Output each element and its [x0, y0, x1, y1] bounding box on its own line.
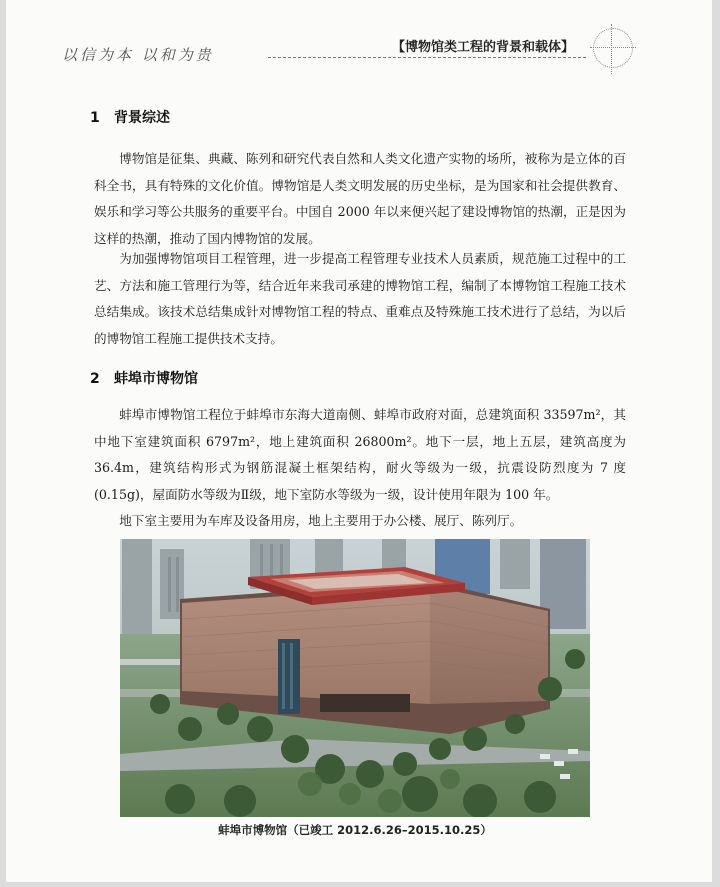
figure-caption: 蚌埠市博物馆（已竣工 2012.6.26–2015.10.25）	[218, 823, 492, 837]
section-title: 背景综述	[114, 110, 170, 126]
paragraph: 地下室主要用为车库及设备用房，地上主要用于办公楼、展厅、陈列厅。	[119, 513, 523, 528]
header-decoration-circle	[593, 28, 633, 68]
header-dashed-rule	[268, 57, 586, 58]
paragraph: 蚌埠市博物馆工程位于蚌埠市东海大道南侧、蚌埠市政府对面，总建筑面积 33597m²，其中地下室建筑面积 6797m²，地上建筑面积 26800m²。地下一层，地上五层，建筑高度为 36.4m，建筑结构形式为钢筋混凝土框架结构，耐火等级为一级，抗震设防烈度为 7 度(0.15g)，屋面防水等级为Ⅱ级，地下室防水等级为一级，设计使用年限为 100 年。	[94, 407, 626, 502]
section-number: 1	[90, 110, 100, 126]
header-section-title: 【博物馆类工程的背景和载体】	[392, 40, 575, 55]
section-heading-2	[90, 368, 198, 388]
document-page	[6, 0, 712, 882]
section-heading-1	[90, 107, 170, 127]
header-motto: 以信为本 以和为贵	[62, 46, 214, 64]
section-title: 蚌埠市博物馆	[114, 371, 198, 387]
section-number: 2	[90, 371, 100, 387]
header-decoration-line	[611, 24, 612, 74]
header-decoration-line	[590, 47, 636, 48]
paragraph: 为加强博物馆项目工程管理，进一步提高工程管理专业技术人员素质，规范施工过程中的工艺、方法和施工管理行为等，结合近年来我司承建的博物馆工程，编制了本博物馆工程施工技术总结集成。该技术总结集成针对博物馆工程的特点、重难点及特殊施工技术进行了总结，为以后的博物馆工程施工提供技术支持。	[94, 251, 626, 346]
museum-photo	[120, 539, 590, 817]
page-header	[6, 0, 712, 80]
paragraph: 博物馆是征集、典藏、陈列和研究代表自然和人类文化遗产实物的场所，被称为是立体的百科全书，具有特殊的文化价值。博物馆是人类文明发展的历史坐标，是为国家和社会提供教育、娱乐和学习等公共服务的重要平台。中国自 2000 年以来便兴起了建设博物馆的热潮，正是因为这样的热潮，推动了国内博物馆的发展。	[94, 151, 626, 246]
